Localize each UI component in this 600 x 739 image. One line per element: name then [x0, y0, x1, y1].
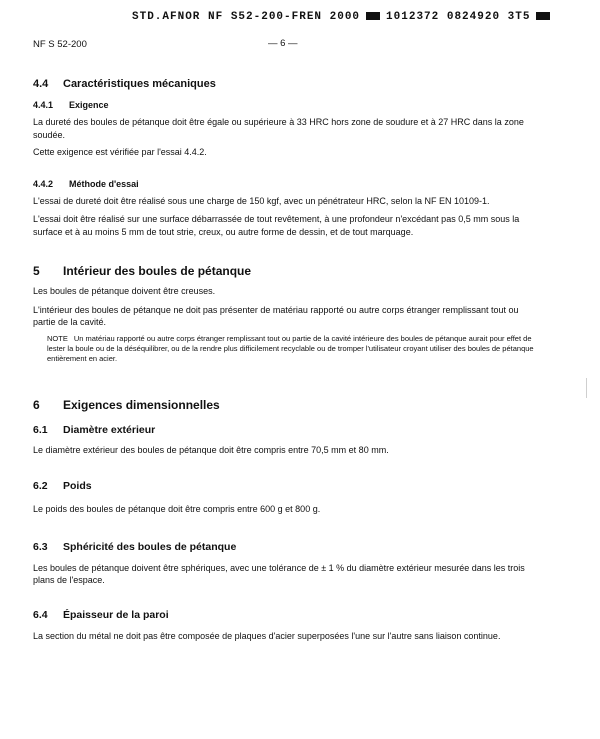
- paragraph: Le poids des boules de pétanque doit être compris entre 600 g et 800 g.: [33, 504, 321, 514]
- stamp-text: STD.AFNOR NF S52-200-FREN 2000: [132, 11, 361, 23]
- document-body: [33, 78, 538, 642]
- subsection-heading: [33, 480, 538, 492]
- paragraph: La dureté des boules de pétanque doit être égale ou supérieure à 33 HRC hors zone de soudure et à 27 HRC dans la zone soudée.: [33, 117, 524, 140]
- subsection-heading: [33, 424, 538, 436]
- paragraph: L'essai de dureté doit être réalisé sous une charge de 150 kgf, avec un pénétrateur HRC, selon la NF EN 10109-1.: [33, 195, 490, 206]
- subsection-number: 6.3: [33, 540, 48, 553]
- subsection-number: 6.2: [33, 480, 48, 492]
- section-heading: [33, 398, 538, 412]
- subsection-title: Sphéricité des boules de pétanque: [63, 540, 237, 553]
- note-text: Un matériau rapporté ou autre corps étranger remplissant tout ou partie de la cavité intérieure des boules de pétanque aurait pour effet de lester la boule ou de la déséquilibrer, ou de la rendre plus difficilement recyclable ou de tromper l'utilisateur croyant utiliser des boules de pétanque entièrement en acier.: [47, 333, 534, 363]
- subsection-number: 4.4.2: [33, 178, 54, 189]
- paragraph: Le diamètre extérieur des boules de pétanque doit être compris entre 70,5 mm et 80 mm.: [33, 444, 389, 455]
- paragraph: Les boules de pétanque doivent être creuses.: [33, 286, 216, 296]
- header-stamp: [132, 11, 556, 23]
- subsection-title: Épaisseur de la paroi: [63, 608, 169, 621]
- section-number: 4.4: [33, 78, 49, 90]
- subsection-title: Poids: [63, 480, 92, 492]
- subsection-title: Diamètre extérieur: [63, 423, 156, 436]
- section-title: Caractéristiques mécaniques: [63, 78, 216, 90]
- subsection-number: 4.4.1: [33, 100, 54, 110]
- stamp-bar: [366, 12, 380, 20]
- section-number: 5: [33, 264, 40, 278]
- section-number: 6: [33, 397, 40, 412]
- stamp-bar: [536, 12, 550, 20]
- subsection-number: 6.1: [33, 423, 48, 436]
- subsection-number: 6.4: [33, 608, 48, 621]
- subsection-title: Exigence: [69, 100, 109, 110]
- section-title: Exigences dimensionnelles: [63, 397, 220, 412]
- section-title: Intérieur des boules de pétanque: [63, 264, 252, 278]
- doc-reference: NF S 52-200: [33, 39, 87, 50]
- paragraph: La section du métal ne doit pas être composée de plaques d'acier superposées l'une sur l'autre sans liaison continue.: [33, 630, 501, 641]
- note: [47, 334, 538, 364]
- subsection-heading: [33, 541, 538, 553]
- subsection-heading: [33, 609, 538, 621]
- page-number: — 6 —: [268, 38, 298, 49]
- paragraph: L'intérieur des boules de pétanque ne doit pas présenter de matériau rapporté ou autre corps étranger remplissant tout ou partie de la cavité.: [33, 304, 519, 327]
- subsection-heading: [33, 179, 538, 189]
- paragraph: L'essai doit être réalisé sur une surface débarrassée de tout revêtement, à une profondeur n'excédant pas 0,5 mm sous la surface et à au moins 5 mm de tout strie, creux, ou autre forme de dessin, et de tout marquage.: [33, 214, 520, 237]
- section-heading: [33, 78, 538, 90]
- note-label: NOTE: [47, 333, 68, 343]
- scan-artifact: [586, 378, 587, 398]
- section-heading: [33, 264, 538, 278]
- paragraph: Cette exigence est vérifiée par l'essai 4.4.2.: [33, 147, 207, 157]
- stamp-code: 1012372 0824920 3T5: [386, 11, 531, 23]
- subsection-heading: [33, 100, 538, 110]
- paragraph: Les boules de pétanque doivent être sphériques, avec une tolérance de ± 1 % du diamètre extérieur mesurée dans les trois plans de l'espace.: [33, 562, 525, 585]
- subsection-title: Méthode d'essai: [69, 178, 139, 189]
